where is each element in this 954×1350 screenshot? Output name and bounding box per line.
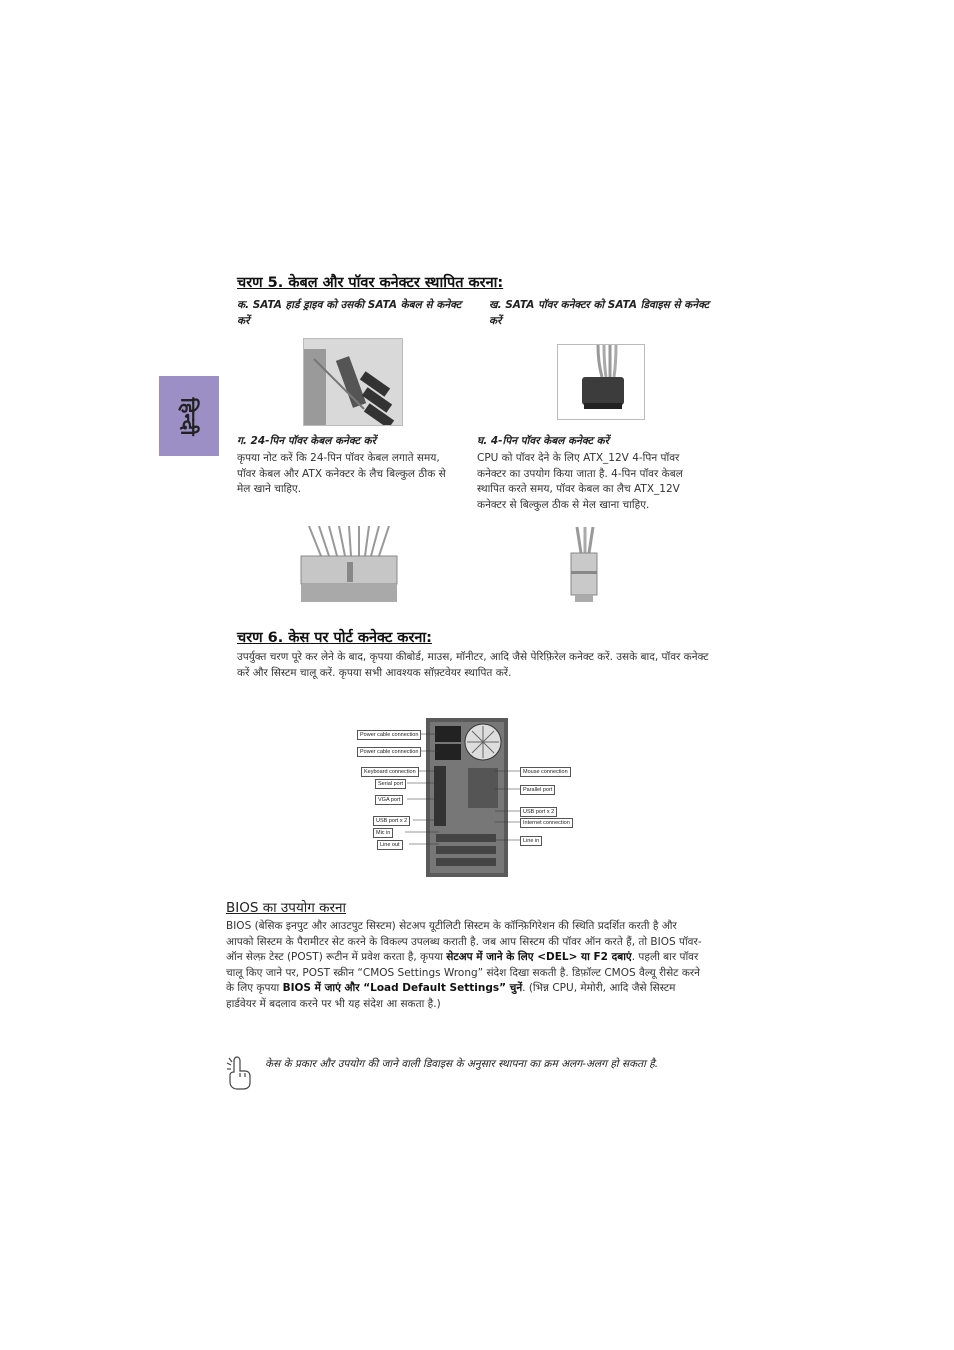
label-line-out: Line out bbox=[377, 840, 403, 850]
label-keyboard: Keyboard connection bbox=[361, 767, 419, 777]
label-mouse: Mouse connection bbox=[520, 767, 571, 777]
rear-panel-diagram bbox=[355, 716, 573, 878]
label-parallel-port: Parallel port bbox=[520, 785, 555, 795]
label-power-cable-1: Power cable connection bbox=[357, 730, 421, 740]
atx-24pin-photo bbox=[299, 526, 399, 604]
step6-title: चरण 6. केस पर पोर्ट कनेक्ट करना: bbox=[237, 630, 432, 646]
bios-setup-key: सेटअप में जाने के लिए <DEL> या F2 दबाएं bbox=[446, 951, 632, 964]
label-vga-port: VGA port bbox=[375, 795, 403, 805]
atx-4pin-photo bbox=[563, 527, 605, 604]
language-tab-label: हिन्दी bbox=[176, 397, 201, 435]
bios-text-1: BIOS (बेसिक इनपुट और आउटपुट सिस्टम) सेटअप यूटीलिटी सिस्टम के कॉन्फ़िगिरेशन की स्थिति प्रदर्शित करती है और आपको सिस्टम के पैरामीटर सेट करने के विकल्प उपलब्ध कराती है. जब आप सिस्टम की पॉवर ऑन करते हैं, तो BIOS पॉवर-ऑन सेल्फ़ टेस्ट (POST) रूटीन में प्रवेश करता है, कृपया bbox=[226, 920, 702, 964]
label-mic-in: Mic in bbox=[373, 828, 393, 838]
step5-c-body: कृपया नोट करें कि 24-पिन पॉवर केबल लगाते समय, पॉवर केबल और ATX कनेक्टर के लैच बिल्कुल ठीक से मेल खाने चाहिए. bbox=[237, 452, 446, 496]
installation-note: केस के प्रकार और उपयोग की जाने वाली डिवाइस के अनुसार स्थापना का क्रम अलग-अलग हो सकता है. bbox=[265, 1058, 659, 1070]
step5-a-heading: क. SATA हार्ड ड्राइव को उसकी SATA केबल से कनेक्ट करें bbox=[237, 299, 462, 327]
step5-title: चरण 5. केबल और पॉवर कनेक्टर स्थापित करना: bbox=[237, 275, 504, 291]
label-power-cable-2: Power cable connection bbox=[357, 747, 421, 757]
label-usb-left: USB port x 2 bbox=[373, 816, 410, 826]
label-line-in: Line in bbox=[520, 836, 542, 846]
bios-text-3: . (भिन्न CPU, मेमोरी, आदि जैसे सिस्टम हार्डवेयर में बदलाव करने पर भी यह संदेश आ सकता है.) bbox=[226, 982, 676, 1010]
step5-c-heading: ग. 24-पिन पॉवर केबल कनेक्ट करें bbox=[237, 435, 376, 447]
bios-text-2: . पहली बार पॉवर चालू किए जाने पर, POST स्क्रीन “CMOS Settings Wrong” संदेश दिखा सकती है. डिफ़ॉल्ट CMOS वैल्यू रीसेट करने के लिए कृपया bbox=[226, 951, 701, 995]
bios-body bbox=[226, 919, 706, 1013]
step5-b-heading: ख. SATA पॉवर कनेक्टर को SATA डिवाइस से कनेक्ट करें bbox=[489, 299, 710, 327]
bios-title: BIOS का उपयोग करना bbox=[226, 900, 347, 916]
label-internet: Internet connection bbox=[520, 818, 573, 828]
sata-power-photo bbox=[557, 344, 645, 420]
bios-load-default: BIOS में जाएं और “Load Default Settings” चुनें bbox=[282, 982, 523, 995]
label-usb-right: USB port x 2 bbox=[520, 807, 557, 817]
label-serial-port: Serial port bbox=[375, 779, 406, 789]
hand-pointing-icon bbox=[225, 1055, 255, 1091]
step6-body: उपर्युक्त चरण पूरे कर लेने के बाद, कृपया कीबोर्ड, माउस, मॉनीटर, आदि जैसे पेरिफ़िरेल कनेक्ट करें. उसके बाद, पॉवर कनेक्ट करें और सिस्टम चालू करें. कृपया सभी आवश्यक सॉफ़्टवेयर स्थापित करें. bbox=[237, 651, 709, 679]
step5-d-body: CPU को पॉवर देने के लिए ATX_12V 4-पिन पॉवर कनेक्टर का उपयोग किया जाता है. 4-पिन पॉवर केबल स्थापित करते समय, पॉवर केबल का लैच ATX_12V कनेक्टर से बिल्कुल ठीक से मेल खाना चाहिए. bbox=[477, 452, 683, 511]
sata-cable-photo bbox=[303, 338, 403, 426]
step5-d-heading: घ. 4-पिन पॉवर केबल कनेक्ट करें bbox=[477, 435, 609, 447]
language-tab bbox=[159, 376, 219, 456]
